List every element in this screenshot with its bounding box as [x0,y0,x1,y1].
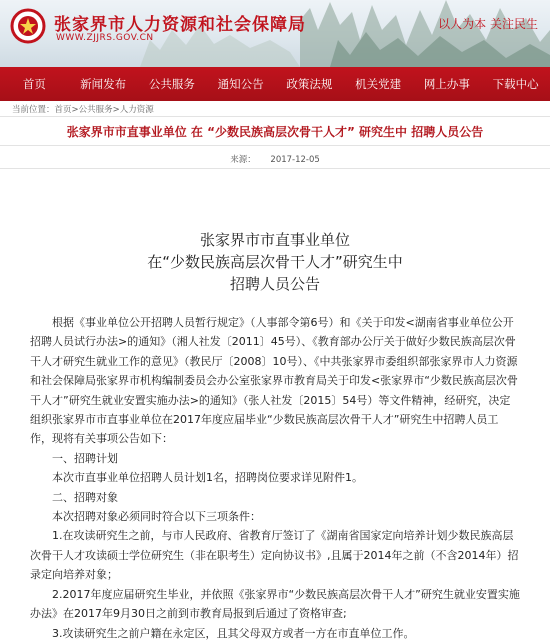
intro-paragraph: 根据《事业单位公开招聘人员暂行规定》（人事部令第6号）和《关于印发<湖南省事业单位公开招聘人员试行办法>的通知》（湘人社发〔2011〕45号）、《教育部办公厅关于做好少数民族高层次骨干人才研究生就业工作的意见》（教民厅〔2008〕10号）、《中共张家界市委组织部张家界市人力资源和社会保障局张家界市机构编制委员会办公室张家界市教育局关于印发<张家界市“少数民族高层次骨干人才”研究生就业安置实施办法>的通知》（张人社发〔2015〕54号）等文件精神，经研究，决定组织张家界市市直事业单位在2017年度应届毕业“少数民族高层次骨干人才”研究生中招聘人员工作，现将有关事项公告如下： [30,316,518,446]
breadcrumb-link-home[interactable]: 首页 [54,105,72,115]
site-slogan: 以人为本 关注民生 [438,17,538,31]
breadcrumb-separator: > [71,105,79,115]
publish-date: 2017-12-05 [270,155,320,165]
nav-item-downloads[interactable]: 下载中心 [492,77,539,91]
heading-line: 张家界市市直事业单位 [199,231,350,249]
condition-item: 3.攻读研究生之前户籍在永定区，且其父母双方或者一方在市直单位工作。 [52,626,415,640]
paragraph: 本次市直事业单位招聘人员计划1名，招聘岗位要求详见附件1。 [52,471,363,485]
site-header [0,0,550,67]
nav-item-policies[interactable]: 政策法规 [286,77,333,91]
nav-item-online-services[interactable]: 网上办事 [423,77,470,91]
article-meta [0,153,550,165]
nav-item-home[interactable]: 首页 [22,77,46,91]
main-nav [0,67,550,101]
divider [0,116,550,117]
divider [0,145,550,146]
condition-item: 1.在攻读研究生之前，与市人民政府、省教育厅签订了《湖南省国家定向培养计划少数民族高层次骨干人才攻读硕士学位研究生（非在职考生）定向协议书》,且属于2014年之前（不含2014年）招录定向培养对象； [30,529,519,582]
site-url: WWW.ZJJRS.GOV.CN [56,33,154,43]
section-heading: 二、招聘对象 [52,490,118,504]
nav-item-public-service[interactable]: 公共服务 [148,77,195,91]
nav-item-party-building[interactable]: 机关党建 [355,77,402,91]
source-label: 来源： [230,155,256,165]
heading-line: 招聘人员公告 [229,275,320,293]
breadcrumb-label: 当前位置： [12,105,55,115]
site-title: 张家界市人力资源和社会保障局 [54,15,306,35]
condition-item: 2.2017年度应届研究生毕业，并依照《张家界市“少数民族高层次骨干人才”研究生就业安置实施办法》在2017年9月30日之前到市教育局报到后通过了资格审查; [30,587,520,621]
breadcrumb-link-public-service[interactable]: 公共服务 [78,105,113,115]
section-heading: 一、招聘计划 [52,451,118,465]
article-body [30,313,520,643]
emblem-logo [10,8,46,44]
heading-line: 在“少数民族高层次骨干人才”研究生中 [147,253,403,271]
article-heading [0,229,550,295]
paragraph: 本次招聘对象必须同时符合以下三项条件： [52,510,261,524]
breadcrumb-link-hr[interactable]: 人力资源 [119,105,154,115]
nav-item-news[interactable]: 新闻发布 [80,77,127,91]
breadcrumb [12,103,154,115]
breadcrumb-separator: > [112,105,120,115]
nav-item-notices[interactable]: 通知公告 [217,77,264,91]
divider [0,168,550,169]
page-title: 张家界市市直事业单位 在 “少数民族高层次骨干人才” 研究生中 招聘人员公告 [66,125,484,139]
